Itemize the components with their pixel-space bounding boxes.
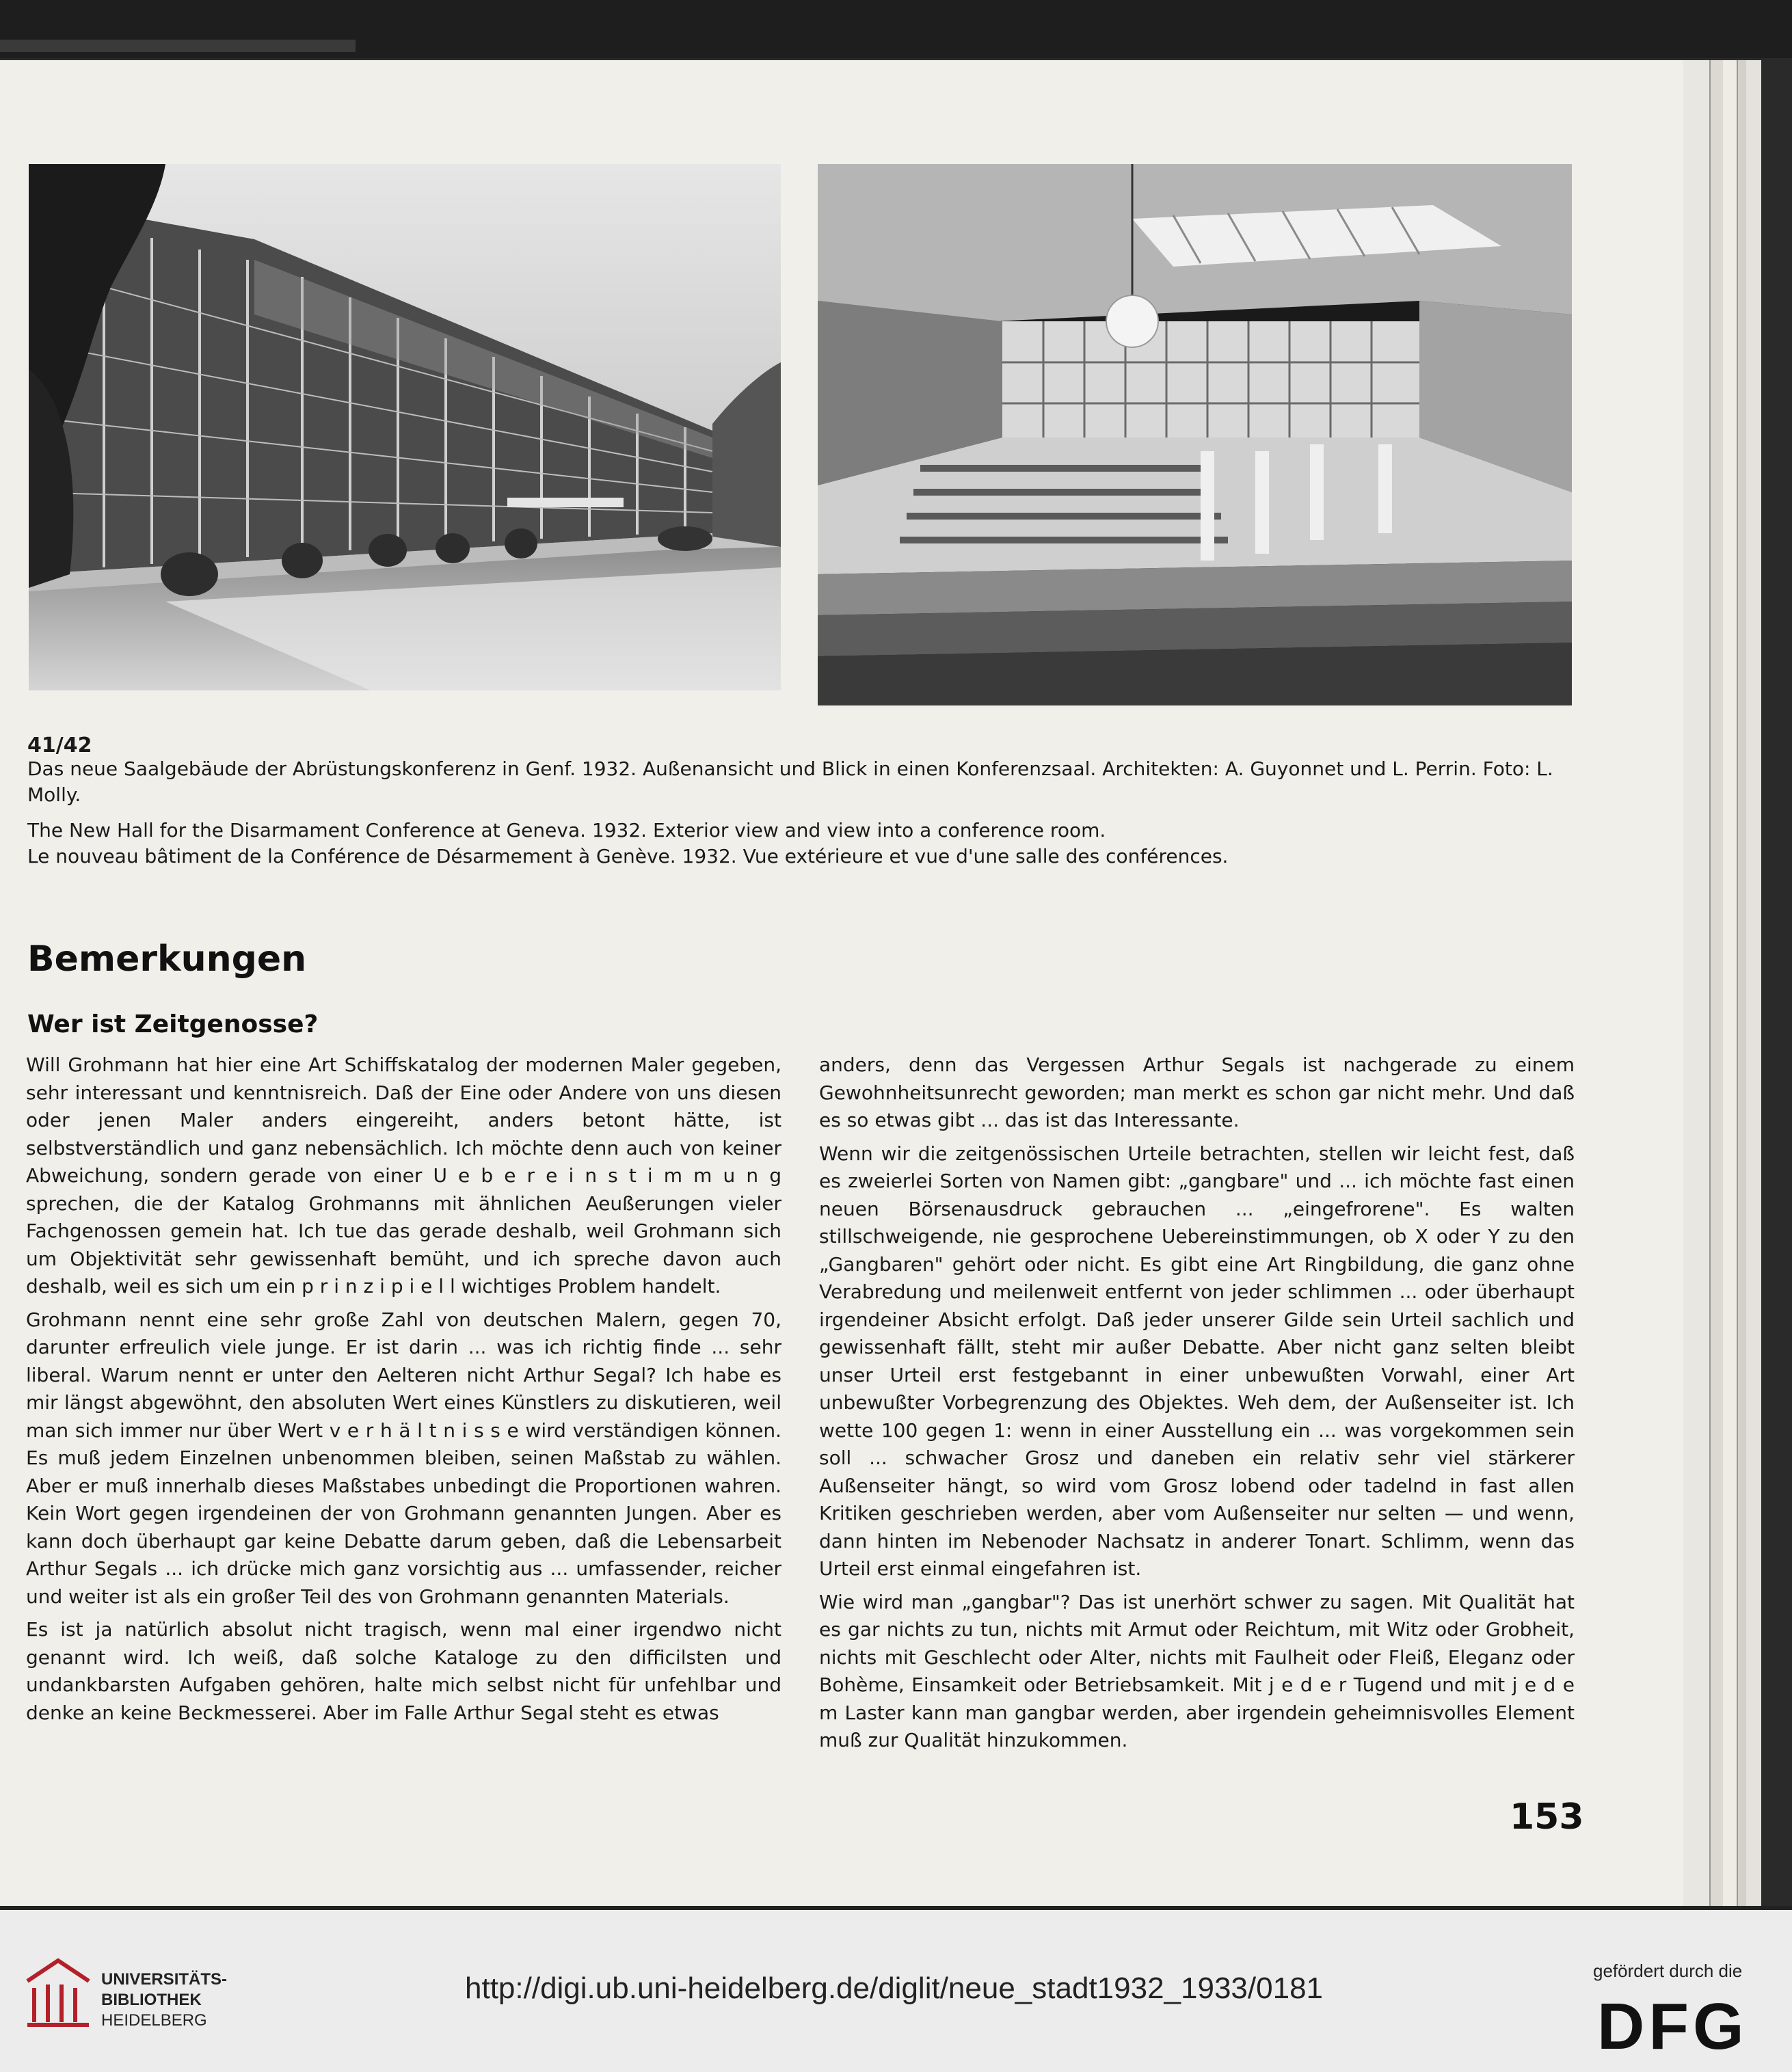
library-name-line1: UNIVERSITÄTS- [101, 1970, 228, 1989]
paragraph: Will Grohmann hat hier eine Art Schiffskatalog der modernen Maler gegeben, sehr interessant und kenntnisreich. Daß der Eine oder Andere von uns diesen oder jenen Maler anders eingereiht, anders betont hätte, ist selbstverständlich und ganz nebensächlich. Ich möchte denn auch von keiner Abweichung, sondern gerade von einer U e b e r e i n s t i m m u n g sprechen, die der Katalog Grohmanns mit ähnlichen Aeußerungen vieler Fachgenossen gemein hat. Ich tue das gerade deshalb, weil Grohmann sich um Objektivität sehr gewissenhaft bemüht, und ich spreche davon auch deshalb, weil es sich um ein p r i n z i p i e l l wichtiges Problem handelt. [26, 1053, 781, 1297]
permalink-url[interactable]: http://digi.ub.uni-heidelberg.de/diglit/neue_stadt1932_1933/0181 [465, 1972, 1324, 2005]
page-stack-edge [1683, 60, 1711, 1906]
photo-exterior-view [29, 164, 781, 690]
text-column-left [26, 1051, 781, 1732]
footer-divider [0, 1906, 1792, 1910]
library-name-line3: HEIDELBERG [101, 2011, 207, 2030]
page-stack-edge [1746, 60, 1761, 1906]
text-column-right [819, 1051, 1575, 1760]
photo-conference-room [818, 164, 1572, 705]
caption-french: Le nouveau bâtiment de la Conférence de Désarmement à Genève. 1932. Vue extérieure et vue d'une salle des conférences. [27, 845, 1229, 867]
paragraph: Wenn wir die zeitgenössischen Urteile betrachten, stellen wir leicht fest, daß es zweierlei Sorten von Namen gibt: „gangbare" und ... ich möchte fast einen neuen Börsenausdruck gebrauchen ... „eingefrorene". Es walten stillschweigende, nie gesprochene Uebereinstimmungen, ob X oder Y zu den „Gangbaren" gehört oder nicht. Es gibt eine Art Ringbildung, die ganz ohne Verabredung und meilenweit entfernt von jeder schlimmen ... oder überhaupt irgendeiner Absicht erfolgt. Daß jeder unserer Gilde sein Urteil sachlich und gewissenhaft fällt, steht mir außer Debatte. Aber nicht ganz selten bleibt unser Urteil erst festgebannt in einer unbewußten Vorwahl, einer Art unbewußter Vorbegrenzung des Objektes. Weh dem, der Außenseiter ist. Ich wette 100 gegen 1: wenn in einer Ausstellung ein ... was vorgekommen sein soll ... schwacher Grosz und daneben ein relativ sehr viel stärkerer Außenseiter hängt, so wird vom Grosz lobend oder tadelnd in fast allen Kritiken geschrieben werden, aber vom Außenseiter nur selten — und wenn, dann hinten im Nebenoder Nachsatz in anderer Tonart. Schlimm, wenn das Urteil erst einmal eingefahren ist. [819, 1142, 1575, 1580]
university-library-logo-icon [21, 1954, 96, 2029]
paragraph: anders, denn das Vergessen Arthur Segals ist nachgerade zu einem Gewohnheitsunrecht geworden; man merkt es schon gar nicht mehr. Und daß es so etwas gibt ... das ist das Interessante. [819, 1053, 1575, 1131]
paragraph: Wie wird man „gangbar"? Das ist unerhört schwer zu sagen. Mit Qualität hat es gar nichts zu tun, nichts mit Armut oder Reichtum, mit Witz oder Grobheit, nichts mit Geschlecht oder Alter, nichts mit Faulheit oder Fleiß, Eleganz oder Bohème, Einsamkeit oder Betriebsamkeit. Mit j e d e r Tugend und mit j e d e m Laster kann man gangbar werden, aber irgendein geheimnisvolles Element muß zur Qualität hinzukommen. [819, 1590, 1575, 1751]
figure-number: 41/42 [27, 734, 92, 757]
section-title: Bemerkungen [27, 939, 307, 980]
library-name-line2: BIBLIOTHEK [101, 1991, 202, 2009]
paragraph: Es ist ja natürlich absolut nicht tragisch, wenn mal einer irgendwo nicht genannt wird. Ich weiß, daß solche Kataloge zu den difficilsten und undankbarsten Aufgaben gehören, halte mich selbst nicht für unfehlbar und denke an keine Beckmesserei. Aber im Falle Arthur Segal steht es etwas [26, 1618, 781, 1724]
caption-german: Das neue Saalgebäude der Abrüstungskonferenz in Genf. 1932. Außenansicht und Blick in einen Konferenzsaal. Architekten: A. Guyonnet und L. Perrin. Foto: L. Molly. [27, 757, 1553, 806]
article-title: Wer ist Zeitgenosse? [27, 1010, 319, 1038]
scanner-frame-edge [0, 40, 356, 52]
dfg-logo: DFG [1597, 1990, 1748, 2063]
page-stack-edge [1738, 60, 1746, 1906]
page-stack-edge [1723, 60, 1738, 1906]
page-number: 153 [1510, 1797, 1584, 1838]
caption-english: The New Hall for the Disarmament Conference at Geneva. 1932. Exterior view and view into a conference room. [27, 819, 1106, 842]
paragraph: Grohmann nennt eine sehr große Zahl von deutschen Malern, gegen 70, darunter erfreulich viele junge. Er ist darin ... was ich richtig finde ... sehr liberal. Warum nennt er unter den Aelteren nicht Arthur Segal? Ich habe es mir längst abgewöhnt, den absoluten Wert eines Künstlers zu diskutieren, weil man sich immer nur über Wert v e r h ä l t n i s s e wird verständigen können. Es muß jedem Einzelnen unbenommen bleiben, seinen Maßstab zu wählen. Aber er muß innerhalb dieses Maßstabes unbedingt die Proportionen wahren. Kein Wort gegen irgendeinen der von Grohmann genannten Jungen. Aber es kann doch überhaupt gar keine Debatte darum geben, daß die Lebensarbeit Arthur Segals ... ich drücke mich ganz vorsichtig aus ... umfassender, reicher und weiter ist als ein großer Teil des von Grohmann genannten Materials. [26, 1308, 781, 1608]
page-stack-edge [1711, 60, 1723, 1906]
funding-caption: gefördert durch die [1593, 1961, 1743, 1981]
magazine-page [0, 60, 1683, 1906]
